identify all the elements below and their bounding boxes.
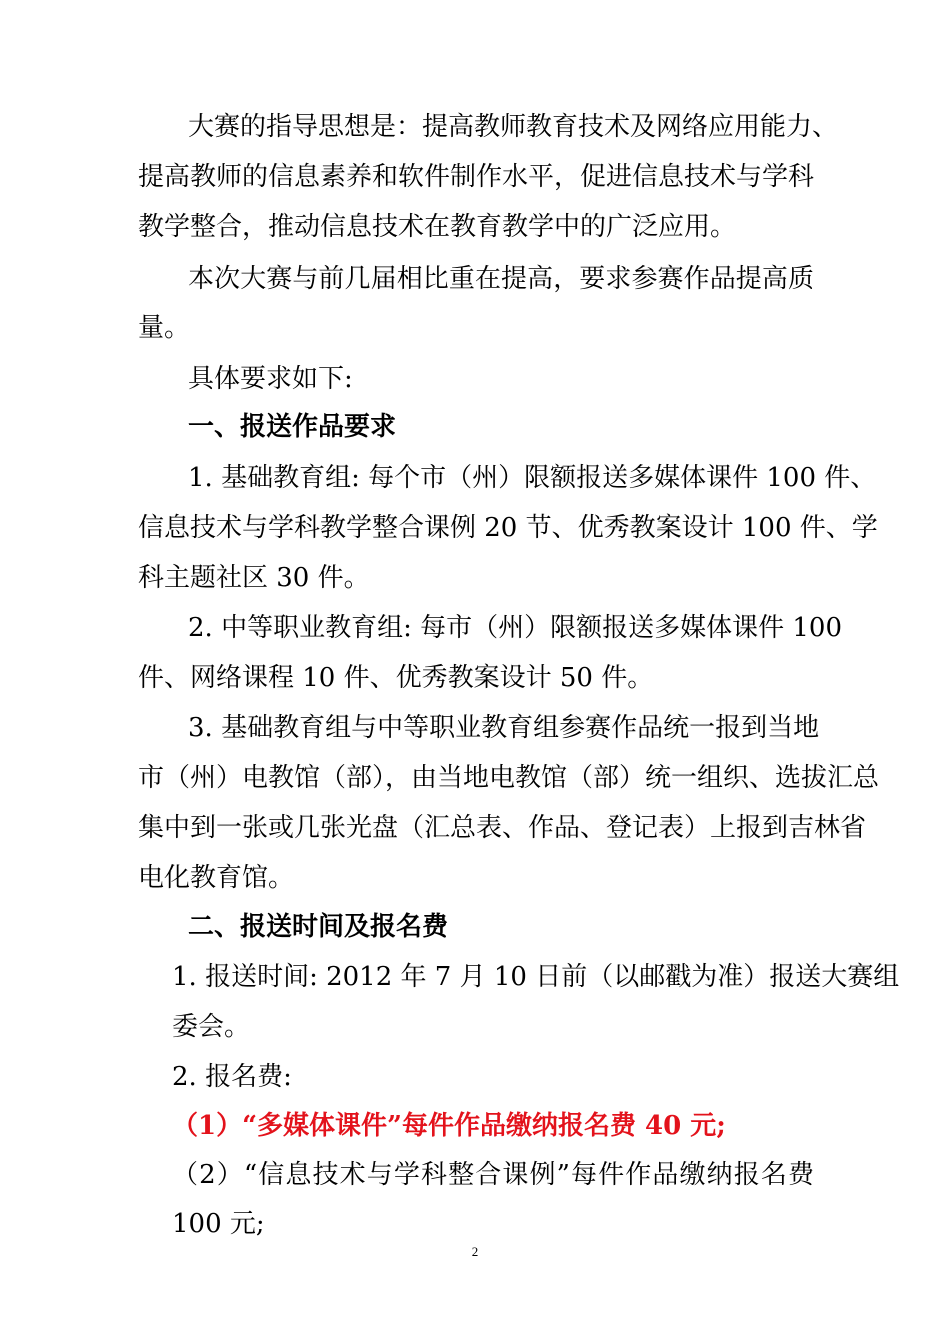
paragraph-improve-line-1: 本次大赛与前几届相比重在提高，要求参赛作品提高质 (188, 264, 814, 294)
section-heading-time-fee: 二、报送时间及报名费 (188, 912, 449, 942)
paragraph-guiding-line-1: 大赛的指导思想是：提高教师教育技术及网络应用能力、 (188, 112, 839, 142)
paragraph-guiding-line-3: 教学整合，推动信息技术在教育教学中的广泛应用。 (138, 212, 737, 242)
item-unified-submission-line-1: 3. 基础教育组与中等职业教育组参赛作品统一报到当地 (188, 713, 820, 743)
fee-integration-lesson-line-1: （2）“信息技术与学科整合课例”每件作品缴纳报名费 (172, 1160, 814, 1190)
item-vocational-line-2: 件、网络课程 10 件、优秀教案设计 50 件。 (138, 663, 654, 693)
item-basic-education-line-3: 科主题社区 30 件。 (138, 563, 370, 593)
item-unified-submission-line-3: 集中到一张或几张光盘（汇总表、作品、登记表）上报到吉林省 (138, 813, 867, 843)
item-basic-education-line-1: 1. 基础教育组: 每个市（州）限额报送多媒体课件 100 件、 (188, 463, 877, 493)
item-unified-submission-line-4: 电化教育馆。 (138, 863, 295, 893)
registration-fee-label: 2. 报名费: (172, 1062, 292, 1092)
item-basic-education-line-2: 信息技术与学科教学整合课例 20 节、优秀教案设计 100 件、学 (138, 513, 878, 543)
item-unified-submission-line-2: 市（州）电教馆（部），由当地电教馆（部）统一组织、选拔汇总 (138, 763, 880, 793)
paragraph-requirements-intro: 具体要求如下: (188, 364, 353, 394)
item-vocational-line-1: 2. 中等职业教育组: 每市（州）限额报送多媒体课件 100 (188, 613, 842, 643)
submission-time-line-2: 委会。 (172, 1012, 251, 1042)
section-heading-submission: 一、报送作品要求 (188, 412, 397, 442)
paragraph-guiding-line-2: 提高教师的信息素养和软件制作水平，促进信息技术与学科 (138, 162, 815, 192)
fee-multimedia-courseware: （1）“多媒体课件”每件作品缴纳报名费 40 元; (172, 1111, 726, 1141)
paragraph-improve-line-2: 量。 (138, 313, 191, 343)
submission-time-line-1: 1. 报送时间: 2012 年 7 月 10 日前（以邮戳为准）报送大赛组 (172, 962, 900, 992)
fee-integration-lesson-line-2: 100 元; (172, 1209, 265, 1239)
page-number: 2 (471, 1244, 479, 1259)
